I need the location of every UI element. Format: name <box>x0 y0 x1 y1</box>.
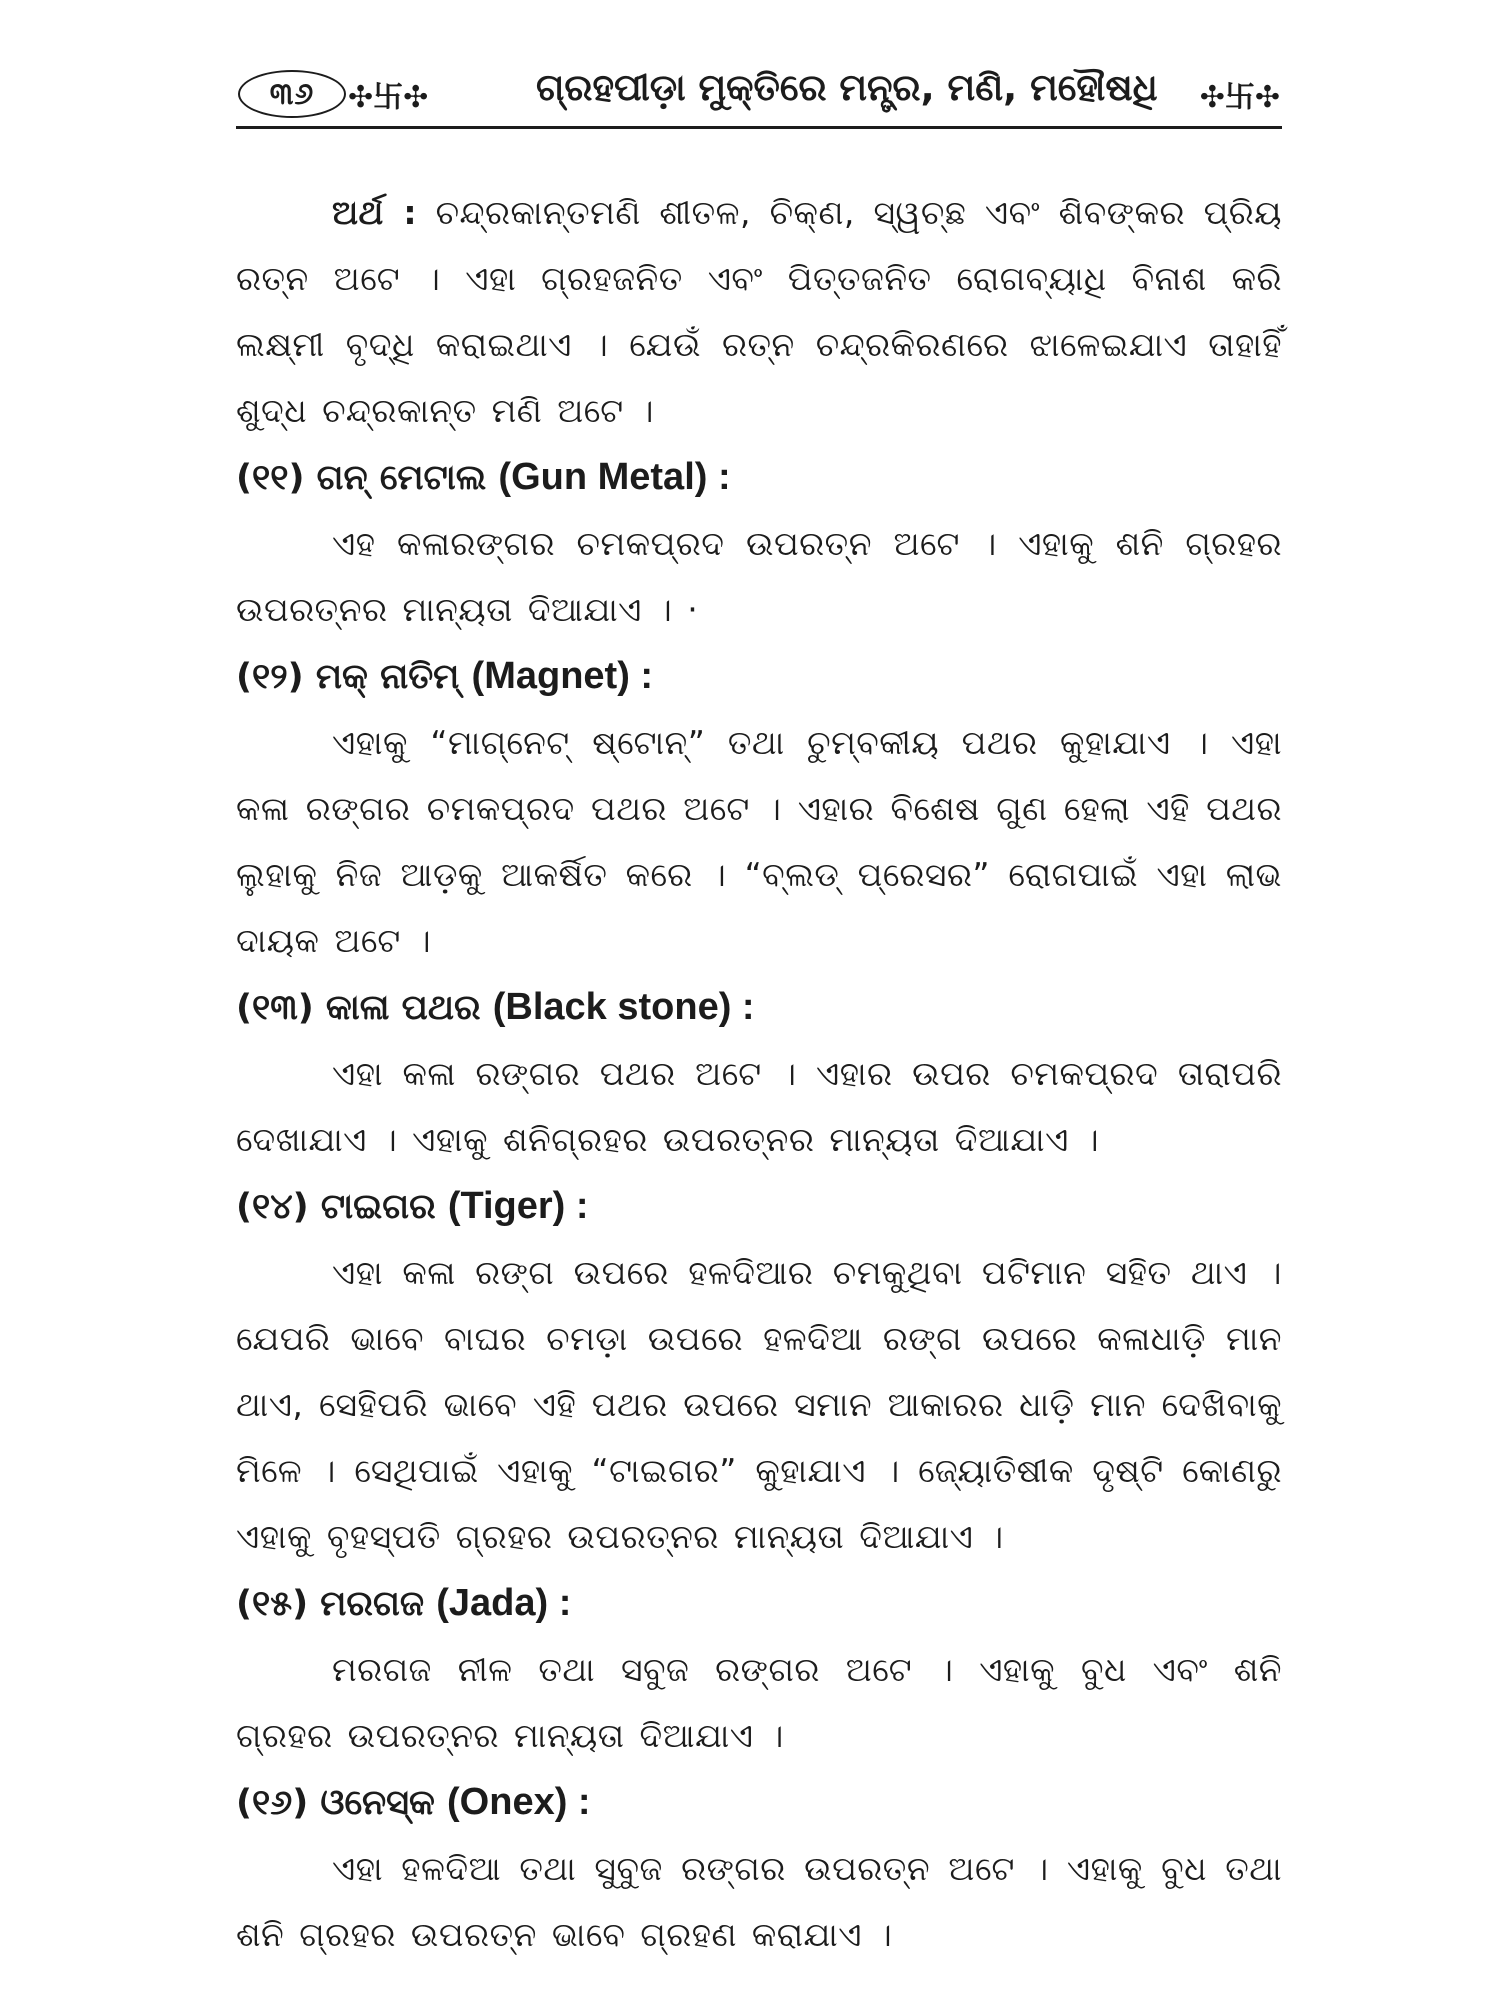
heading-odia: (୧୪) ଟାଇଗର <box>236 1187 436 1227</box>
section-paragraph: ଏହା କଳା ରଙ୍ଗ ଉପରେ ହଳଦିଆର ଚମକୁଥିବା ପଟିମାନ ସହିତ ଥାଏ । ଯେପରି ଭାବେ ବାଘର ଚମଡ଼ା ଉପରେ ହଳଦିଆ ରଙ୍ଗ ଉପରେ କଳାଧାଡ଼ି ମାନ ଥାଏ, ସେହିପରି ଭାବେ ଏହି ପଥର ଉପରେ ସମାନ ଆକାରର ଧାଡ଼ି ମାନ ଦେଖିବାକୁ ମିଳେ । ସେଥିପାଇଁ ଏହାକୁ “ଟାଇଗର” କୁହାଯାଏ । ଜ୍ୟୋତିଷୀକ ଦୃଷ୍ଟି କୋଣରୁ ଏହାକୁ ବୃହସ୍ପତି ଗ୍ରହର ଉପରତ୍ନର ମାନ୍ୟତା ଦିଆଯାଏ । <box>236 1253 1282 1556</box>
section-paragraph: ମରଗଜ ନୀଳ ତଥା ସବୁଜ ରଙ୍ଗର ଅଟେ । ଏହାକୁ ବୁଧ ଏବଂ ଶନି ଗ୍ରହର ଉପରତ୍ନର ମାନ୍ୟତା ଦିଆଯାଏ । <box>236 1650 1282 1755</box>
section-paragraph: ଏହ କଳାରଙ୍ଗର ଚମକପ୍ରଦ ଉପରତ୍ନ ଅଟେ । ଏହାକୁ ଶନି ଗ୍ରହର ଉପରତ୍ନର ମାନ୍ୟତା ଦିଆଯାଏ । · <box>236 524 1282 629</box>
swastika-ornament-icon: ✣卐✣ <box>348 80 429 115</box>
section-paragraph: ଏହା କଳା ରଙ୍ଗର ପଥର ଅଟେ । ଏହାର ଉପର ଚମକପ୍ରଦ ତାରାପରି ଦେଖାଯାଏ । ଏହାକୁ ଶନିଗ୍ରହର ଉପରତ୍ନର ମାନ୍ୟତା ଦିଆଯାଏ । <box>236 1054 1282 1159</box>
heading-odia: (୧୬) ଓନେସ୍କ <box>236 1783 435 1823</box>
heading-odia: (୧୨) ମକ୍ ନାତିମ୍ <box>236 657 460 697</box>
intro-text: ଚନ୍ଦ୍ରକାନ୍ତମଣି ଶୀତଳ, ଚିକ୍‌ଣ, ସ୍ୱଚ୍ଛ ଏବଂ ଶିବଙ୍କର ପ୍ରିୟ ରତ୍ନ ଅଟେ । ଏହା ଗ୍ରହଜନିତ ଏବଂ ପିତ୍ତଜନିତ ରୋଗବ୍ୟାଧି ବିନାଶ କରି ଲକ୍ଷ୍ମୀ ବୃଦ୍ଧି କରାଇଥାଏ । ଯେଉଁ ରତ୍ନ ଚନ୍ଦ୍ରକିରଣରେ ଝାଳେଇଯାଏ ତାହାହିଁ ଶୁଦ୍ଧ ଚନ୍ଦ୍ରକାନ୍ତ ମଣି ଅଟେ । <box>236 193 1282 430</box>
section-heading <box>236 643 1282 710</box>
page-body <box>236 180 1282 1968</box>
heading-english: (Jada) : <box>436 1582 572 1624</box>
page-number: ୩୬ <box>238 70 346 118</box>
heading-english: (Onex) : <box>447 1781 591 1823</box>
page-header <box>236 64 1282 134</box>
heading-english: (Gun Metal) : <box>498 456 731 498</box>
swastika-ornament-icon: ✣卐✣ <box>1199 80 1280 115</box>
heading-english: (Black stone) : <box>492 986 755 1028</box>
running-title: ଗ୍ରହପୀଡ଼ା ମୁକ୍ତିରେ ମନ୍ତ୍ର, ମଣି, ମହୌଷଧି <box>536 66 1158 109</box>
intro-paragraph <box>236 180 1282 444</box>
section-heading <box>236 444 1282 511</box>
heading-english: (Tiger) : <box>447 1185 589 1227</box>
section-heading <box>236 1769 1282 1836</box>
heading-odia: (୧୧) ଗନ୍ ମେଟାଲ <box>236 458 487 498</box>
section-paragraph: ଏହାକୁ “ମାଗ୍‌ନେଟ୍ ଷ୍ଟୋନ୍” ତଥା ଚୁମ୍ବକୀୟ ପଥର କୁହାଯାଏ । ଏହା କଳା ରଙ୍ଗର ଚମକପ୍ରଦ ପଥର ଅଟେ । ଏହାର ବିଶେଷ ଗୁଣ ହେଲା ଏହି ପଥର ଲୁହାକୁ ନିଜ ଆଡ଼କୁ ଆକର୍ଷିତ କରେ । “ବ୍ଲଡ୍ ପ୍ରେସର” ରୋଗପାଇଁ ଏହା ଲାଭ ଦାୟକ ଅଟେ । <box>236 723 1282 960</box>
section-heading <box>236 1570 1282 1637</box>
heading-english: (Magnet) : <box>471 655 654 697</box>
heading-odia: (୧୩) କାଳା ପଥର <box>236 988 481 1028</box>
section-paragraph: ଏହା ହଳଦିଆ ତଥା ସୁବୁଜ ରଙ୍ଗର ଉପରତ୍ନ ଅଟେ । ଏହାକୁ ବୁଧ ତଥା ଶନି ଗ୍ରହର ଉପରତ୍ନ ଭାବେ ଗ୍ରହଣ କରାଯାଏ । <box>236 1849 1282 1954</box>
section-heading <box>236 1173 1282 1240</box>
section-heading <box>236 974 1282 1041</box>
meaning-label: ଅର୍ଥ : <box>332 193 418 232</box>
header-rule <box>236 126 1282 129</box>
heading-odia: (୧୫) ମରଗଜ <box>236 1584 425 1624</box>
